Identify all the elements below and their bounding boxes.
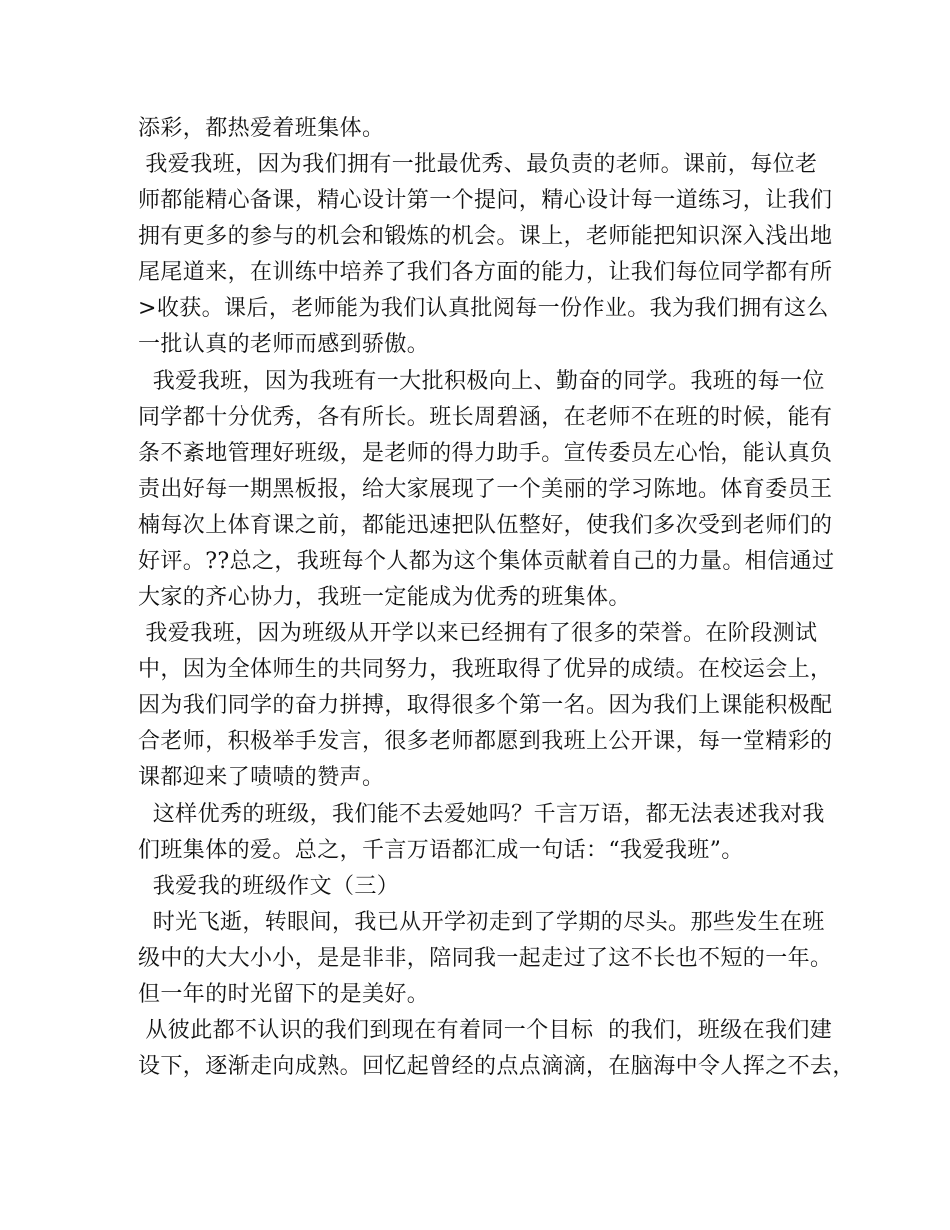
text-line: 条不紊地管理好班级，是老师的得力助手。宣传委员左心怡，能认真负 [138, 441, 833, 466]
section-heading: 我爱我的班级作文（三） [138, 874, 400, 899]
text-line: 因为我们同学的奋力拼搏，取得很多个第一名。因为我们上课能积极配 [138, 693, 833, 718]
text-line: 中，因为全体师生的共同努力，我班取得了优异的成绩。在校运会上， [138, 657, 833, 682]
text-line: 责出好每一期黑板报，给大家展现了一个美丽的学习陈地。体育委员王 [138, 477, 833, 502]
text-line: 好评。??总之，我班每个人都为这个集体贡献着自己的力量。相信通过 [138, 549, 835, 574]
text-line: 合老师，积极举手发言，很多老师都愿到我班上公开课，每一堂精彩的 [138, 729, 833, 754]
text-line: >收获。课后，老师能为我们认真批阅每一份作业。我为我们拥有这么 [138, 296, 829, 321]
text-line: 课都迎来了啧啧的赞声。 [138, 765, 385, 790]
text-line: 拥有更多的参与的机会和锻炼的机会。课上，老师能把知识深入浅出地 [138, 224, 833, 249]
text-line: 从彼此都不认识的我们到现在有着同一个目标 的我们，班级在我们建 [138, 1018, 833, 1043]
text-line: 级中的大大小小，是是非非，陪同我一起走过了这不长也不短的一年。 [138, 946, 833, 971]
text-line: 一批认真的老师而感到骄傲。 [138, 332, 430, 357]
text-line: 楠每次上体育课之前，都能迅速把队伍整好，使我们多次受到老师们的 [138, 513, 833, 538]
text-line: 我爱我班，因为我班有一大批积极向上、勤奋的同学。我班的每一位 [138, 369, 825, 394]
text-line: 们班集体的爱。总之，千言万语都汇成一句话：“我爱我班”。 [138, 838, 744, 863]
text-line: 设下，逐渐走向成熟。回忆起曾经的点点滴滴，在脑海中令人挥之不去， [138, 1054, 855, 1079]
text-line: 添彩，都热爱着班集体。 [138, 116, 385, 141]
text-line: 同学都十分优秀，各有所长。班长周碧涵，在老师不在班的时候，能有 [138, 405, 833, 430]
text-line: 师都能精心备课，精心设计第一个提问，精心设计每一道练习，让我们 [138, 188, 833, 213]
text-line: 我爱我班，因为我们拥有一批最优秀、最负责的老师。课前，每位老 [138, 152, 818, 177]
text-line: 这样优秀的班级，我们能不去爱她吗？千言万语，都无法表述我对我 [138, 802, 825, 827]
text-line: 大家的齐心协力，我班一定能成为优秀的班集体。 [138, 585, 631, 610]
text-line: 时光飞逝，转眼间，我已从开学初走到了学期的尽头。那些发生在班 [138, 910, 825, 935]
text-line: 但一年的时光留下的是美好。 [138, 982, 430, 1007]
text-line: 我爱我班，因为班级从开学以来已经拥有了很多的荣誉。在阶段测试 [138, 621, 818, 646]
text-line: 尾尾道来，在训练中培养了我们各方面的能力，让我们每位同学都有所 [138, 260, 833, 285]
